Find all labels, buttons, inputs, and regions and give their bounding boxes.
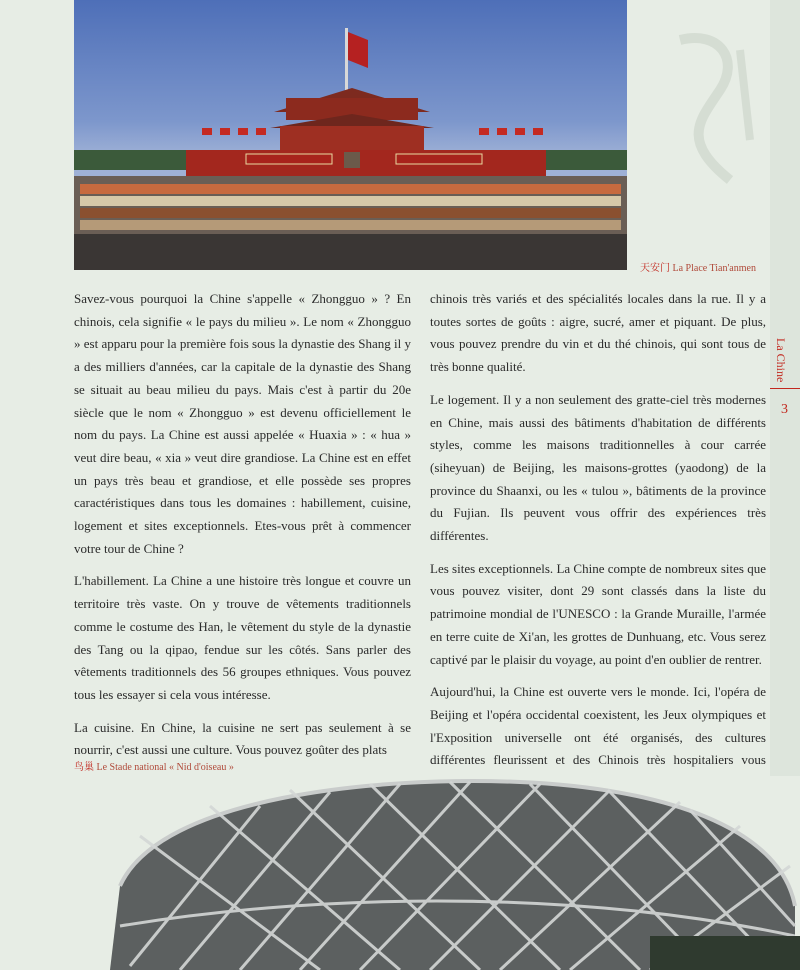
side-rule	[770, 388, 800, 389]
paragraph-logement: Le logement. Il y a non seulement des gratte-ciel très modernes en Chine, mais aussi des bâtiments d'habitation de différents styles, comme les maisons traditionnelles à cour carrée (siheyuan) de Beijing, les maisons-grottes (yaodong) de la province du Shaanxi, ou les « tulou », bâtiments de la province du Fujian. Ils peuvent vous offrir des expériences très différentes.	[430, 391, 766, 544]
paragraph-cuisine-start: La cuisine. En Chine, la cuisine ne sert pas seulement à se nourrir, c'est aussi une culture. Vous pouvez goûter des plats	[74, 719, 411, 758]
birds-nest-photo	[0, 776, 800, 970]
top-photo-caption	[640, 259, 756, 274]
paragraph-cuisine-end: chinois très variés et des spécialités locales dans la rue. Il y a toutes sortes de goûts : aigre, sucré, amer et piquant. De plus, vous pouvez prendre du vin et du thé chinois, qui sont tous de très bonne qualité.	[430, 291, 766, 375]
calligraphy-decoration	[660, 20, 780, 220]
paragraph-aujourdhui: Aujourd'hui, la Chine est ouverte vers le monde. Ici, l'opéra de Beijing et l'opéra occidental coexistent, les Jeux olympiques et l'Exposition universelle ont été organisés, des cultures différentes fleurissent et des Chinois très hospitaliers vous	[430, 684, 766, 768]
top-caption-cn: 天安门	[640, 263, 670, 274]
tiananmen-illustration	[74, 0, 627, 270]
left-column	[74, 288, 411, 772]
top-caption-fr: La Place Tian'anmen	[672, 263, 756, 274]
bottom-caption-cn: 鸟巢	[74, 762, 94, 773]
stadium-illustration	[0, 776, 800, 970]
chapter-label: La Chine	[774, 338, 788, 383]
paragraph-intro: Savez-vous pourquoi la Chine s'appelle « Zhongguo » ? En chinois, cela signifie « le pays du milieu ». Le nom « Zhongguo » est apparu pour la première fois sous la dynastie des Shang il y a des milliers d'années, car la capitale de la dynastie des Shang se situait au beau milieu du pays. Mais c'est à partir du 20e siècle que le nom « Zhongguo » est devenu officiellement le nom du pays. La Chine est aussi appelée « Huaxia » : « hua » veut dire beau, « xia » veut dire grandiose. La Chine est en effet un pays très beau et grandiose, et elle possède ses propres caractéristiques dans tous les domaines : habillement, cuisine, logement et sites exceptionnels. Etes-vous prêt à commencer votre tour de Chine ?	[74, 291, 411, 556]
bottom-caption-fr: Le Stade national « Nid d'oiseau »	[96, 762, 234, 773]
tiananmen-photo	[74, 0, 627, 270]
paragraph-sites: Les sites exceptionnels. La Chine compte de nombreux sites que vous pouvez visiter, dont 29 sont classés dans la liste du patrimoine mondial de l'UNESCO : la Grande Muraille, l'armée en terre cuite de Xi'an, les grottes de Dunhuang, etc. Vous serez captivé par le plaisir du voyage, au point d'en oublier de rentrer.	[430, 560, 766, 667]
page-number: 3	[781, 402, 788, 417]
right-column	[430, 288, 766, 805]
bottom-photo-caption	[74, 758, 234, 773]
paragraph-habillement: L'habillement. La Chine a une histoire très longue et couvre un territoire très vaste. On y trouve de vêtements traditionnels comme le costume des Han, le vêtement du style de la dynastie des Tang ou la qipao, fendue sur les côtés. Sans parler des vêtements traditionnels des 56 groupes ethniques. Vous pouvez tous les essayer si cela vous intéresse.	[74, 573, 411, 702]
